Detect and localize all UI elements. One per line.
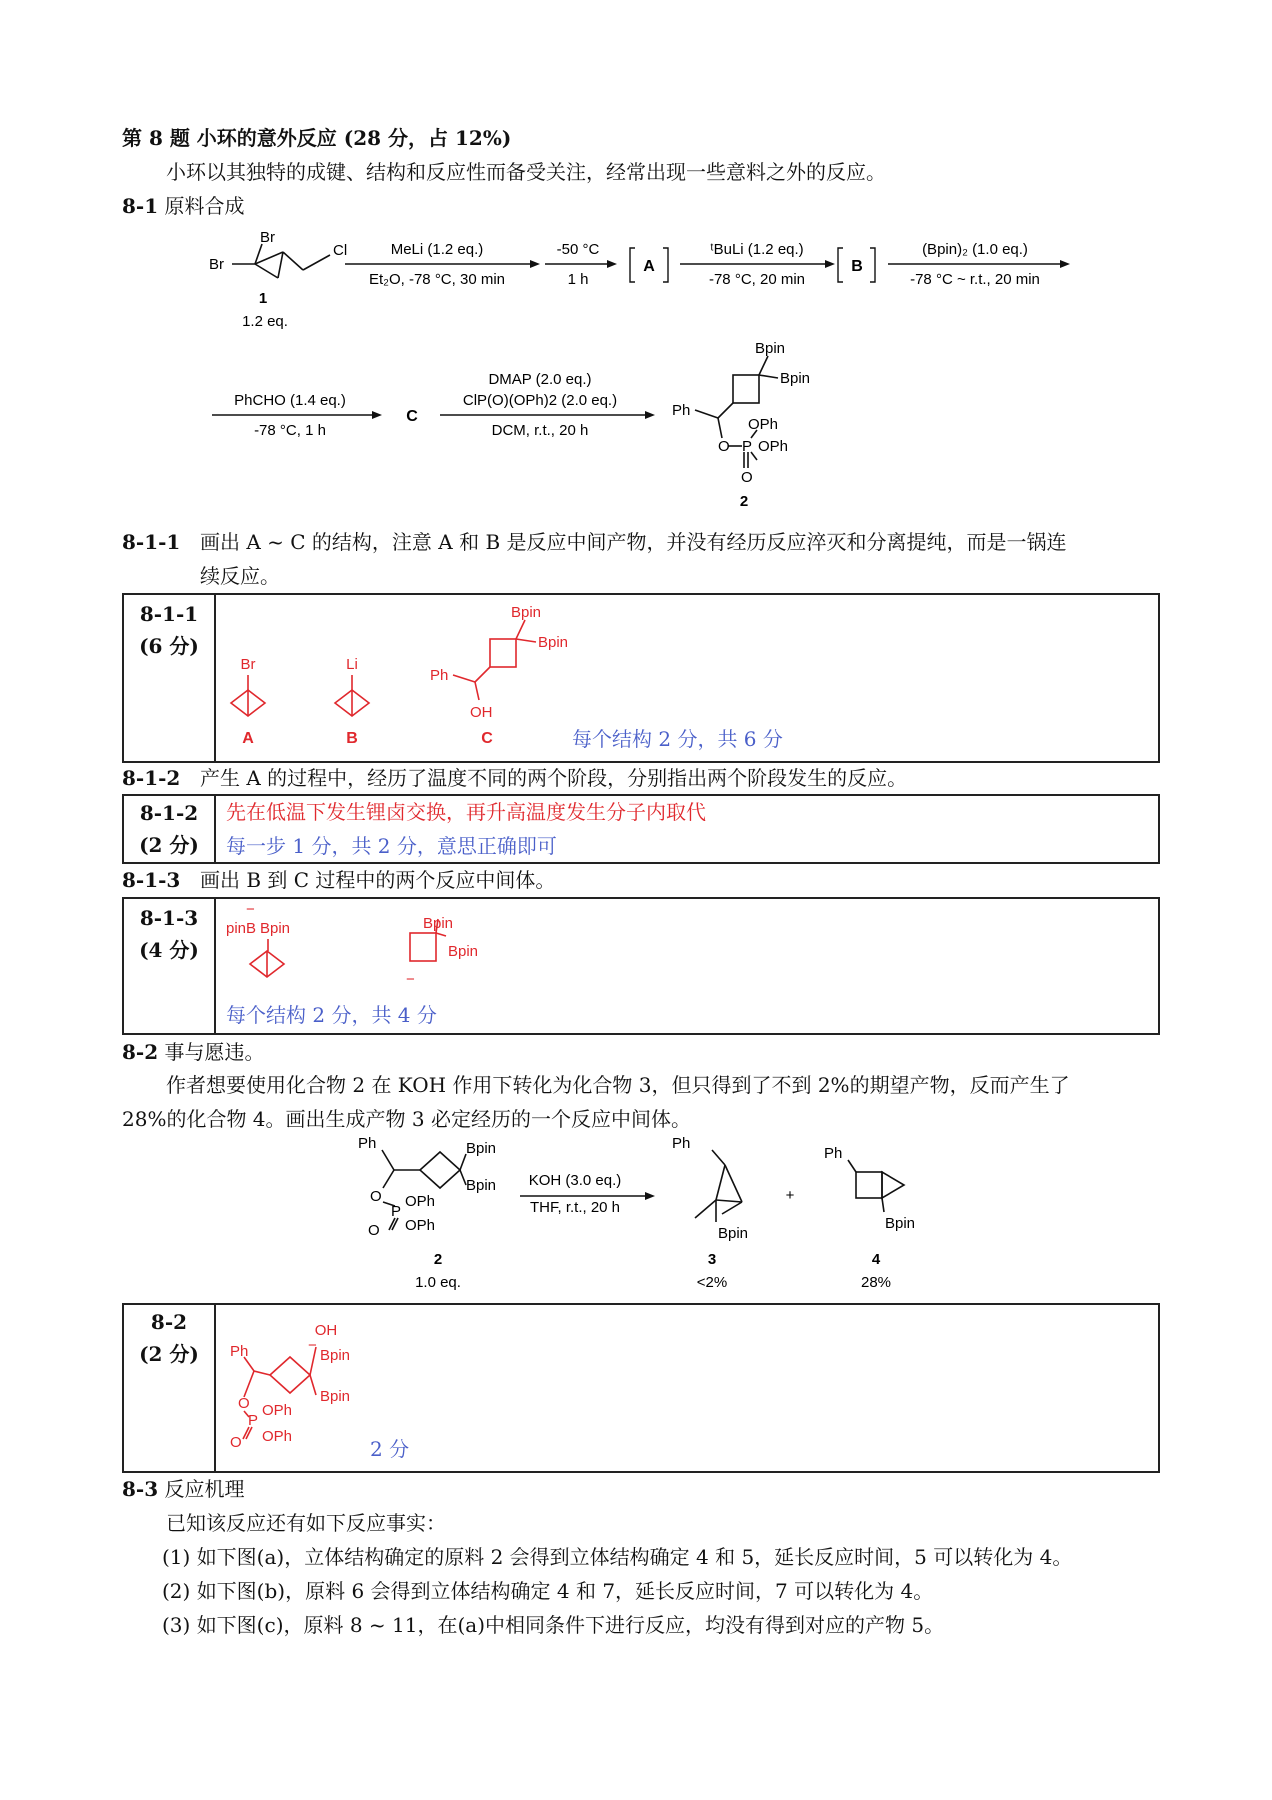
section-number: 8-3	[122, 1477, 159, 1501]
condition: -78 °C, 20 min	[708, 271, 806, 288]
section-title: 原料合成	[164, 194, 245, 218]
bpin-group: Bpin	[885, 1215, 916, 1232]
question-number: 8-1-3	[122, 868, 181, 892]
fact-1: (1) 如下图(a)，立体结构确定的原料 2 会得到立体结构确定 4 和 5，延长反应时间，5 可以转化为 4。	[162, 1545, 1073, 1569]
reagent: (Bpin)₂ (1.0 eq.)	[922, 241, 1028, 258]
eq-label: 1.2 eq.	[242, 313, 288, 330]
synthesis-scheme	[0, 220, 1272, 520]
o-atom: O	[368, 1222, 380, 1239]
o-atom: O	[230, 1434, 242, 1451]
intermediate-a: A	[643, 258, 655, 275]
oph-group: OPh	[262, 1402, 293, 1419]
oph-group: OPh	[758, 438, 789, 455]
oh-group: OH	[470, 704, 493, 721]
o-atom: O	[238, 1395, 250, 1412]
oph-group: OPh	[405, 1193, 436, 1210]
compound-label: 2	[433, 1251, 443, 1268]
reagent: -50 °C	[556, 241, 600, 258]
minus-charge: −	[308, 1337, 317, 1354]
oh-group: OH	[314, 1322, 338, 1339]
condition: 1 h	[567, 271, 589, 288]
o-atom: O	[370, 1188, 382, 1205]
br-atom: Br	[260, 229, 275, 246]
structure-label: B	[346, 730, 358, 747]
answer-score: (2 分)	[139, 833, 199, 857]
ph-group: Ph	[230, 1343, 249, 1360]
o-atom: O	[741, 469, 753, 486]
ph-group: Ph	[430, 667, 449, 684]
bpin-group: Bpin	[422, 915, 454, 932]
answer-score: (6 分)	[139, 634, 199, 658]
answer-label: 8-1-3	[139, 906, 199, 930]
compound-label: 1	[258, 290, 268, 307]
oph-group: OPh	[405, 1217, 436, 1234]
p-atom: P	[248, 1412, 259, 1429]
problem-title: 第 8 题 小环的意外反应 (28 分，占 12%)	[122, 126, 512, 150]
oph-group: OPh	[262, 1428, 293, 1445]
ph-group: Ph	[358, 1135, 377, 1152]
oph-group: OPh	[748, 416, 779, 433]
intermediate-structures	[216, 899, 616, 999]
question-text: 产生 A 的过程中，经历了温度不同的两个阶段，分别指出两个阶段发生的反应。	[200, 766, 908, 790]
eq-label: 1.0 eq.	[415, 1274, 461, 1291]
section-8-1-heading	[122, 194, 245, 218]
section-8-3-heading	[122, 1477, 245, 1501]
question-text: 画出 B 到 C 过程中的两个反应中间体。	[200, 868, 556, 892]
compound-label: 4	[871, 1251, 881, 1268]
yield-label: <2%	[696, 1274, 728, 1291]
condition: DCM, r.t., 20 h	[491, 422, 589, 439]
score-note: 2 分	[370, 1437, 410, 1461]
minus-charge: −	[406, 971, 415, 988]
question-number: 8-1-1	[122, 530, 181, 554]
question-text: 续反应。	[200, 564, 280, 588]
bpin-group: Bpin	[260, 920, 291, 937]
reagent: ClP(O)(OPh)2 (2.0 eq.)	[462, 392, 618, 409]
intermediate-c: C	[406, 408, 418, 425]
section-number: 8-1	[122, 194, 159, 218]
bpin-group: Bpin	[448, 943, 479, 960]
answer-box-8-1-3	[122, 897, 1160, 1035]
section-title: 事与愿违。	[164, 1040, 265, 1064]
compound-label: 2	[739, 493, 749, 510]
answer-label: 8-2	[150, 1310, 188, 1334]
condition: -78 °C, 1 h	[254, 422, 326, 439]
answer-box-8-2	[122, 1303, 1160, 1473]
condition: Et₂O, -78 °C, 30 min	[368, 271, 506, 288]
bpin-group: Bpin	[718, 1225, 749, 1242]
rearrangement-scheme	[0, 1130, 1272, 1300]
answer-box-8-1-2	[122, 794, 1160, 864]
br-atom: Br	[240, 656, 256, 673]
plus-sign: +	[785, 1187, 795, 1204]
ph-group: Ph	[824, 1145, 843, 1162]
li-atom: Li	[346, 656, 358, 673]
answer-score: (2 分)	[139, 1342, 199, 1366]
ph-group: Ph	[672, 1135, 691, 1152]
condition: THF, r.t., 20 h	[529, 1199, 621, 1216]
p-atom: P	[742, 438, 753, 455]
bpin-group: Bpin	[320, 1388, 351, 1405]
section-text: 已知该反应还有如下反应事实：	[166, 1511, 446, 1535]
bpin-group: Bpin	[538, 634, 569, 651]
fact-2: (2) 如下图(b)，原料 6 会得到立体结构确定 4 和 7，延长反应时间，7 可以转化为 4。	[162, 1579, 934, 1603]
score-note: 每个结构 2 分，共 6 分	[572, 727, 783, 751]
section-text: 28%的化合物 4。画出生成产物 3 必定经历的一个反应中间体。	[122, 1107, 691, 1131]
condition: -78 °C ~ r.t., 20 min	[910, 271, 1040, 288]
question-8-1-2	[122, 766, 180, 790]
reagent: KOH (3.0 eq.)	[528, 1172, 622, 1189]
question-number: 8-1-2	[122, 766, 181, 790]
bpin-group: Bpin	[754, 340, 786, 357]
bpin-group: Bpin	[320, 1347, 351, 1364]
section-8-2-heading	[122, 1040, 265, 1064]
answer-structure	[216, 1305, 516, 1471]
section-text: 作者想要使用化合物 2 在 KOH 作用下转化为化合物 3，但只得到了不到 2%的期望产物，反而产生了	[166, 1073, 1070, 1097]
reagent: PhCHO (1.4 eq.)	[234, 392, 346, 409]
bpin-group: Bpin	[466, 1177, 497, 1194]
intermediate-b: B	[851, 258, 863, 275]
bpin-group: Bpin	[466, 1140, 497, 1157]
intro-text: 小环以其独特的成键、结构和反应性而备受关注，经常出现一些意料之外的反应。	[166, 160, 886, 184]
answer-box-8-1-1	[122, 593, 1160, 763]
question-8-1-1	[122, 530, 180, 554]
minus-charge: −	[246, 901, 255, 918]
reagent: MeLi (1.2 eq.)	[390, 241, 484, 258]
ph-group: Ph	[672, 402, 691, 419]
p-atom: P	[391, 1203, 402, 1220]
section-number: 8-2	[122, 1040, 159, 1064]
fact-3: (3) 如下图(c)，原料 8 ~ 11，在(a)中相同条件下进行反应，均没有得到对应的产物 5。	[162, 1613, 945, 1637]
question-text: 画出 A ~ C 的结构，注意 A 和 B 是反应中间产物，并没有经历反应淬灭和分离提纯，而是一锅连	[200, 530, 1067, 554]
bpin-group: Bpin	[780, 370, 811, 387]
br-atom: Br	[209, 256, 224, 273]
cl-atom: Cl	[333, 242, 348, 259]
yield-label: 28%	[860, 1274, 892, 1291]
compound-label: 3	[707, 1251, 717, 1268]
structure-label: A	[242, 730, 254, 747]
reagent: DMAP (2.0 eq.)	[488, 371, 592, 388]
answer-score: (4 分)	[139, 938, 199, 962]
answer-text: 先在低温下发生锂卤交换，再升高温度发生分子内取代	[226, 800, 706, 824]
reagent: ᵗBuLi (1.2 eq.)	[710, 241, 804, 258]
compound-1	[232, 244, 330, 278]
structure-label: C	[481, 730, 493, 747]
question-8-1-3	[122, 868, 180, 892]
section-title: 反应机理	[164, 1477, 245, 1501]
score-note: 每个结构 2 分，共 4 分	[226, 1003, 437, 1027]
o-atom: O	[718, 438, 730, 455]
score-note: 每一步 1 分，共 2 分，意思正确即可	[226, 834, 557, 858]
bpin-group: Bpin	[510, 604, 542, 621]
answer-label: 8-1-2	[139, 801, 199, 825]
pinb-group: pinB	[226, 920, 257, 937]
answer-label: 8-1-1	[139, 602, 199, 626]
